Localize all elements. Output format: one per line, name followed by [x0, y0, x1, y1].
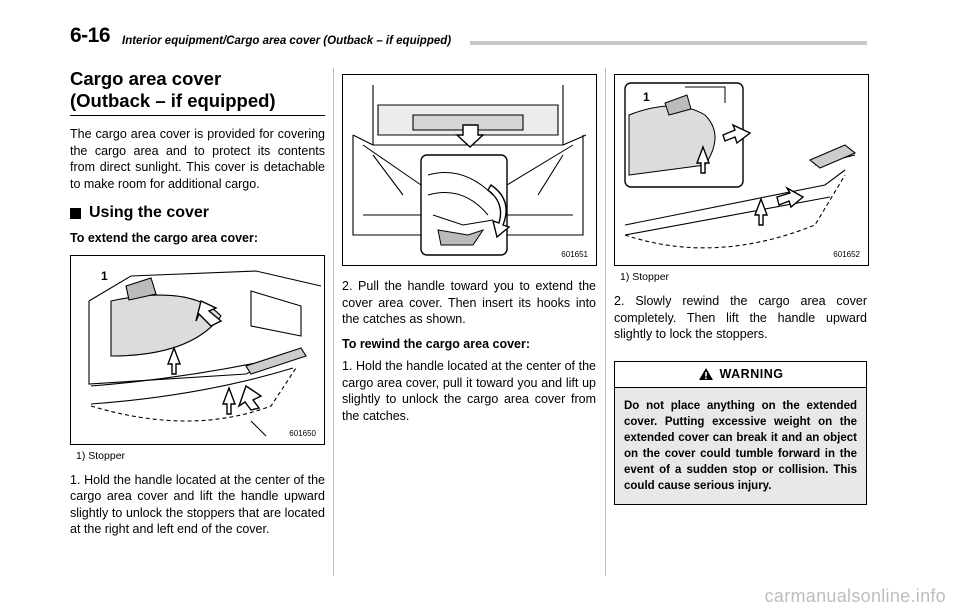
subsection-heading: [70, 204, 325, 222]
column-3: [614, 68, 867, 505]
warning-title: WARNING: [719, 367, 784, 381]
warning-header: [615, 362, 866, 388]
figure-insert-hooks: [342, 74, 597, 266]
heading-rule: [70, 115, 325, 116]
cargo-cover-illustration: [71, 256, 324, 444]
warning-text: Do not place anything on the extended cover. Putting excessive weight on the extended cover can break it and an object on the cover could tumble forward in the event of a sudden stop or collision. This could cause serious injury.: [615, 388, 866, 504]
cargo-rewind-illustration: [615, 75, 868, 265]
figure-callout-1: 1: [101, 268, 108, 283]
column-divider-1: [333, 68, 334, 576]
extend-step-2: 2. Pull the handle toward you to extend the cover area cover. Then insert its hooks into the catches as shown.: [342, 279, 596, 326]
intro-paragraph: The cargo area cover is provided for covering the cargo area and to protect its contents from direct sunlight. This cover is detachable to make room for additional cargo.: [70, 127, 325, 191]
header-title: Interior equipment/Cargo area cover (Outback – if equipped): [122, 35, 452, 47]
column-2: [342, 68, 596, 424]
page-number: 6-16: [70, 24, 111, 47]
column-1: [70, 68, 325, 538]
section-heading-line2: (Outback – if equipped): [70, 90, 276, 111]
warning-triangle-icon: [698, 367, 714, 381]
extend-label: To extend the cargo area cover:: [70, 231, 259, 245]
figure-code: 601651: [561, 250, 588, 259]
header-rule: [470, 41, 867, 45]
rewind-label: To rewind the cargo area cover:: [342, 336, 531, 351]
subsection-heading-text: Using the cover: [89, 204, 210, 221]
square-bullet-icon: [70, 208, 81, 219]
section-heading: [70, 68, 325, 112]
figure-extend-cover: [70, 255, 325, 445]
rewind-step-2: 2. Slowly rewind the cargo area cover completely. Then lift the handle upward slightly to lock the stoppers.: [614, 294, 867, 341]
extend-step-1: 1. Hold the handle located at the center of the cargo area cover and lift the handle upward slightly to unlock the stoppers that are located at the right and left end of the cover.: [70, 472, 325, 536]
page-header: [70, 22, 870, 52]
warning-box: [614, 361, 867, 505]
column-divider-2: [605, 68, 606, 576]
rewind-step-1: 1. Hold the handle located at the center of the cargo area cover, pull it toward you and lift up slightly to unlock the cargo area cover from the catches.: [342, 359, 596, 423]
figure-caption: 1) Stopper: [76, 449, 126, 462]
figure-code: 601650: [289, 428, 316, 438]
figure-caption: 1) Stopper: [620, 271, 670, 283]
figure-rewind-cover: [614, 74, 869, 266]
watermark: carmanualsonline.info: [764, 586, 946, 606]
figure-callout-1: 1: [643, 90, 650, 104]
section-heading-line1: Cargo area cover: [70, 68, 222, 89]
cargo-hooks-illustration: [343, 75, 596, 265]
figure-code: 601652: [833, 250, 860, 259]
